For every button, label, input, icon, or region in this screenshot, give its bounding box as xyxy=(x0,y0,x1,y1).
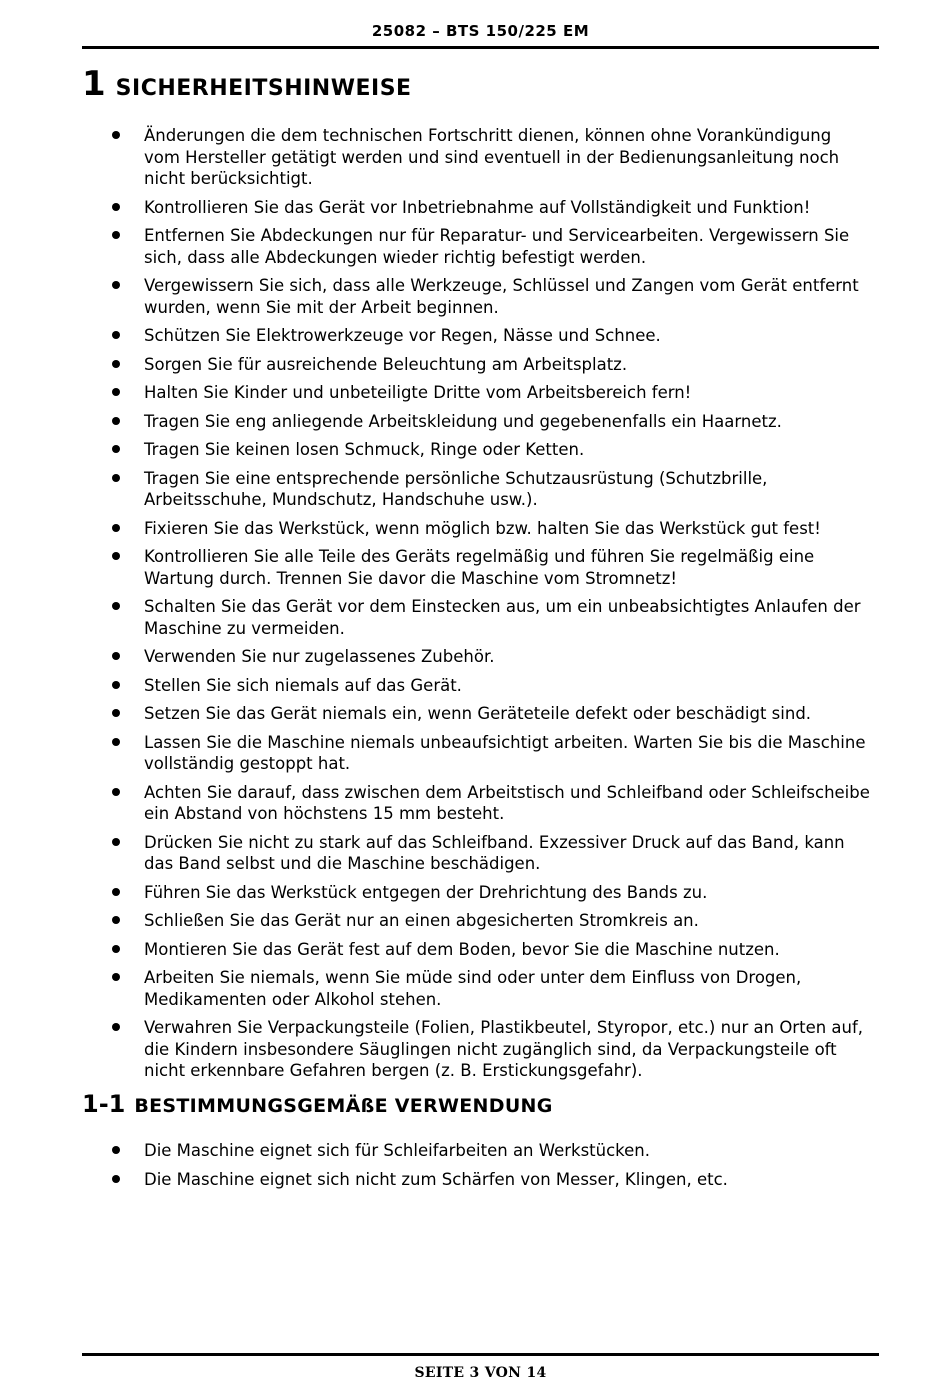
list-item xyxy=(112,1017,872,1082)
list-item xyxy=(112,518,872,540)
list-item xyxy=(112,325,872,347)
list-item xyxy=(112,439,872,461)
list-item-text: Stellen Sie sich niemals auf das Gerät. xyxy=(144,675,462,695)
list-item xyxy=(112,411,872,433)
bullet-icon xyxy=(112,281,120,289)
list-item-text: Führen Sie das Werkstück entgegen der Drehrichtung des Bands zu. xyxy=(144,882,708,902)
bullet-icon xyxy=(112,973,120,981)
list-item-text: Die Maschine eignet sich für Schleifarbeiten an Werkstücken. xyxy=(144,1141,651,1160)
intended-use-list xyxy=(112,1140,872,1197)
list-item xyxy=(112,782,872,825)
bullet-icon xyxy=(112,1175,120,1183)
list-item xyxy=(112,382,872,404)
list-item xyxy=(112,197,872,219)
list-item-text: Drücken Sie nicht zu stark auf das Schleifband. Exzessiver Druck auf das Band, kann das Band selbst und die Maschine beschädigen. xyxy=(144,832,845,873)
bullet-icon xyxy=(112,552,120,560)
bullet-icon xyxy=(112,474,120,482)
bullet-icon xyxy=(112,602,120,610)
list-item xyxy=(112,1169,872,1191)
bullet-icon xyxy=(112,916,120,924)
list-item-text: Achten Sie darauf, dass zwischen dem Arbeitstisch und Schleifband oder Schleifscheibe ein Abstand von höchstens 15 mm besteht. xyxy=(144,782,870,823)
list-item-text: Kontrollieren Sie alle Teile des Geräts regelmäßig und führen Sie regelmäßig eine Wartung durch. Trennen Sie davor die Maschine vom Stromnetz! xyxy=(144,547,815,588)
document-header-title: 25082 – BTS 150/225 EM xyxy=(371,22,590,40)
bullet-icon xyxy=(112,445,120,453)
list-item xyxy=(112,939,872,961)
bullet-icon xyxy=(112,388,120,396)
list-item-text: Fixieren Sie das Werkstück, wenn möglich bzw. halten Sie das Werkstück gut fest! xyxy=(144,518,821,538)
bullet-icon xyxy=(112,524,120,532)
page-number: SEITE 3 VON 14 xyxy=(414,1365,547,1381)
list-item xyxy=(112,675,872,697)
list-item xyxy=(112,910,872,932)
list-item xyxy=(112,546,872,589)
section-number: 1 xyxy=(82,64,106,104)
list-item-text: Schützen Sie Elektrowerkzeuge vor Regen, Nässe und Schnee. xyxy=(144,326,661,345)
list-item-text: Vergewissern Sie sich, dass alle Werkzeuge, Schlüssel und Zangen vom Gerät entfernt wurden, wenn Sie mit der Arbeit beginnen. xyxy=(144,276,859,317)
bullet-icon xyxy=(112,231,120,239)
list-item xyxy=(112,882,872,904)
list-item xyxy=(112,703,872,725)
bullet-icon xyxy=(112,838,120,846)
list-item-text: Arbeiten Sie niemals, wenn Sie müde sind oder unter dem Einfluss von Drogen, Medikamenten oder Alkohol stehen. xyxy=(144,968,802,1009)
bullet-icon xyxy=(112,131,120,139)
list-item-text: Änderungen die dem technischen Fortschritt dienen, können ohne Vorankündigung vom Hersteller getätigt werden und sind eventuell in der Bedienungsanleitung noch nicht berücksichtigt. xyxy=(144,126,840,188)
section-title: BESTIMMUNGSGEMÄßE VERWENDUNG xyxy=(134,1095,553,1117)
bullet-icon xyxy=(112,709,120,717)
bullet-icon xyxy=(112,888,120,896)
bullet-icon xyxy=(112,945,120,953)
list-item-text: Verwahren Sie Verpackungsteile (Folien, Plastikbeutel, Styropor, etc.) nur an Orten auf, die Kindern insbesondere Säuglingen nicht zugänglich sind, da Verpackungsteile oft nicht erkennbare Gefahren bergen (z. B. Erstickungsgefahr). xyxy=(144,1018,864,1080)
list-item-text: Tragen Sie eine entsprechende persönliche Schutzausrüstung (Schutzbrille, Arbeitsschuhe, Mundschutz, Handschuhe usw.). xyxy=(144,468,768,509)
list-item-text: Schalten Sie das Gerät vor dem Einstecken aus, um ein unbeabsichtigtes Anlaufen der Maschine zu vermeiden. xyxy=(144,597,861,638)
list-item-text: Schließen Sie das Gerät nur an einen abgesicherten Stromkreis an. xyxy=(144,911,699,930)
list-item xyxy=(112,125,872,190)
list-item-text: Kontrollieren Sie das Gerät vor Inbetriebnahme auf Vollständigkeit und Funktion! xyxy=(144,197,811,217)
bullet-icon xyxy=(112,360,120,368)
list-item-text: Sorgen Sie für ausreichende Beleuchtung am Arbeitsplatz. xyxy=(144,354,628,374)
list-item xyxy=(112,967,872,1010)
list-item-text: Setzen Sie das Gerät niemals ein, wenn Geräteteile defekt oder beschädigt sind. xyxy=(144,704,812,723)
list-item-text: Lassen Sie die Maschine niemals unbeaufsichtigt arbeiten. Warten Sie bis die Maschine vollständig gestoppt hat. xyxy=(144,732,866,773)
list-item-text: Montieren Sie das Gerät fest auf dem Boden, bevor Sie die Maschine nutzen. xyxy=(144,939,780,959)
section-heading-safety xyxy=(82,64,412,104)
list-item xyxy=(112,225,872,268)
bullet-icon xyxy=(112,203,120,211)
list-item-text: Die Maschine eignet sich nicht zum Schärfen von Messer, Klingen, etc. xyxy=(144,1169,728,1189)
list-item-text: Tragen Sie eng anliegende Arbeitskleidung und gegebenenfalls ein Haarnetz. xyxy=(144,411,782,431)
list-item xyxy=(112,596,872,639)
bullet-icon xyxy=(112,652,120,660)
list-item-text: Entfernen Sie Abdeckungen nur für Reparatur- und Servicearbeiten. Vergewissern Sie sich, dass alle Abdeckungen wieder richtig befestigt werden. xyxy=(144,226,850,267)
list-item xyxy=(112,732,872,775)
bullet-icon xyxy=(112,681,120,689)
safety-instructions-list xyxy=(112,125,872,1089)
list-item-text: Verwenden Sie nur zugelassenes Zubehör. xyxy=(144,647,495,666)
list-item-text: Halten Sie Kinder und unbeteiligte Dritte vom Arbeitsbereich fern! xyxy=(144,383,692,402)
bullet-icon xyxy=(112,1146,120,1154)
bullet-icon xyxy=(112,331,120,339)
list-item xyxy=(112,354,872,376)
bullet-icon xyxy=(112,788,120,796)
list-item xyxy=(112,468,872,511)
bullet-icon xyxy=(112,738,120,746)
bullet-icon xyxy=(112,1023,120,1031)
footer-divider xyxy=(82,1353,879,1356)
list-item xyxy=(112,832,872,875)
header-divider xyxy=(82,46,879,49)
list-item-text: Tragen Sie keinen losen Schmuck, Ringe oder Ketten. xyxy=(144,440,585,459)
section-heading-intended-use xyxy=(82,1090,553,1118)
list-item xyxy=(112,646,872,668)
list-item xyxy=(112,275,872,318)
section-number: 1-1 xyxy=(82,1090,126,1118)
list-item xyxy=(112,1140,872,1162)
bullet-icon xyxy=(112,417,120,425)
section-title: SICHERHEITSHINWEISE xyxy=(115,76,412,101)
